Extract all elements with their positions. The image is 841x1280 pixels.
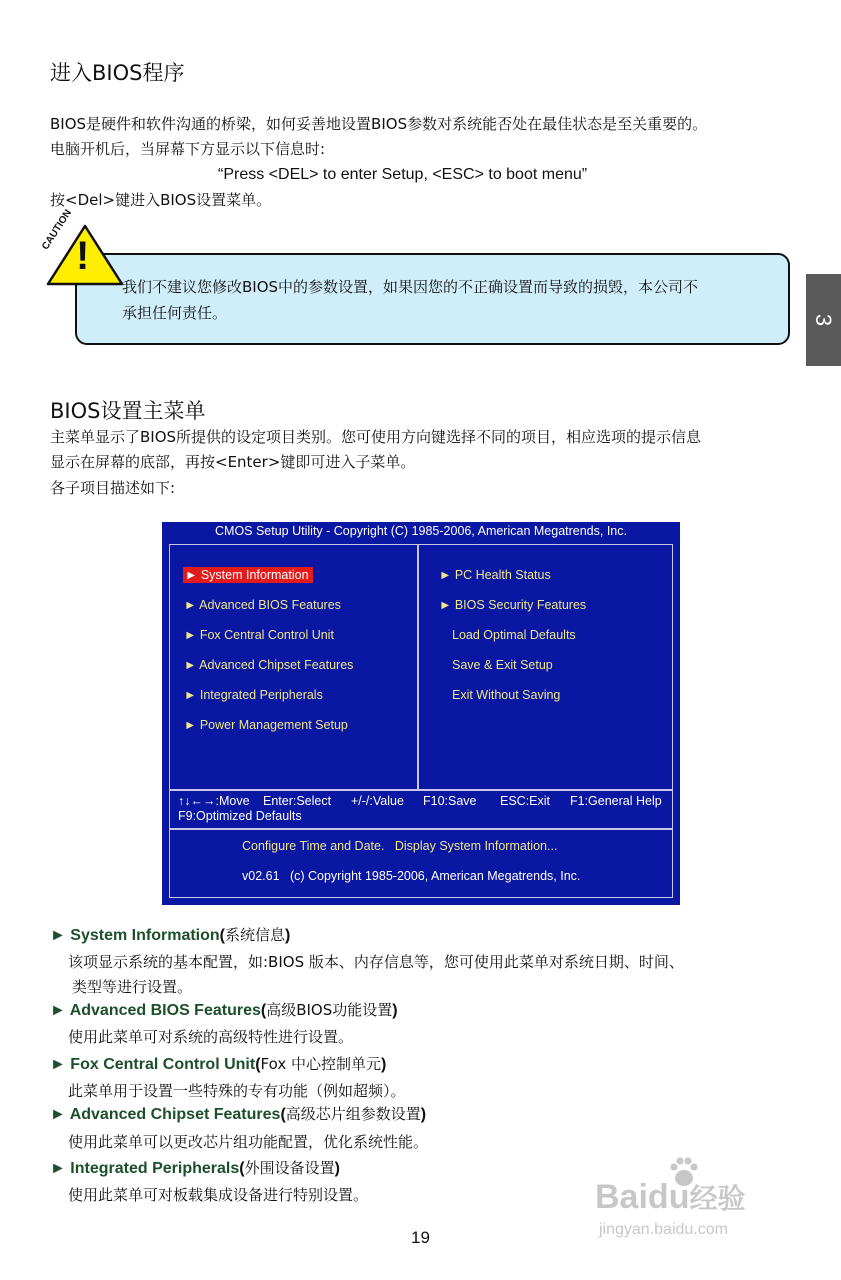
menu-item-power-management-setup[interactable]: ► Power Management Setup [184,718,348,732]
arrow-icon: ► [50,1160,66,1177]
watermark-brand: Bai [595,1178,648,1216]
item-name: Integrated Peripherals [70,1160,240,1177]
item-desc-line: 使用此菜单可对系统的高级特性进行设置。 [68,1028,354,1046]
item-name: Advanced BIOS Features [69,1002,261,1019]
key-hint-value: +/-/:Value [351,794,404,808]
item-cn-name: 外围设备设置 [244,1159,335,1177]
item-name: System Information [70,927,220,944]
key-hint-move: ↑↓←→:Move [178,794,250,808]
menu-item-bios-security-features[interactable]: ► BIOS Security Features [439,598,587,612]
item-heading [50,999,398,1020]
chapter-tab [806,274,841,366]
item-description [50,1053,406,1101]
item-cn-name: 高级芯片组参数设置 [285,1105,421,1123]
paren: ( [280,1106,286,1123]
watermark-brand: du [647,1178,690,1216]
item-desc-line: 类型等进行设置。 [72,978,193,996]
paragraph: 主菜单显示了BIOS所提供的设定项目类别。您可使用方向键选择不同的项目，相应选项的提示信息 [50,428,702,446]
item-heading [50,1157,368,1178]
item-desc-line: 使用此菜单可以更改芯片组功能配置，优化系统性能。 [68,1133,429,1151]
paren: ( [219,927,225,944]
paren: ) [420,1106,427,1123]
divider [169,828,673,830]
bios-title: CMOS Setup Utility - Copyright (C) 1985-2006, American Megatrends, Inc. [215,524,627,538]
arrow-icon: ► [50,1106,66,1123]
item-description [50,1157,368,1205]
divider [417,544,419,789]
menu-item-advanced-chipset-features[interactable]: ► Advanced Chipset Features [184,658,354,672]
menu-item-pc-health-status[interactable]: ► PC Health Status [439,568,551,582]
section-title-enter-bios: 进入BIOS程序 [50,61,185,85]
paren: ) [285,927,291,944]
paragraph: BIOS是硬件和软件沟通的桥梁，如何妥善地设置BIOS参数对系统能否处在最佳状态是至关重要的。 [50,115,708,133]
key-hint-help: F1:General Help [570,794,662,808]
paragraph: 各子项目描述如下: [50,479,176,497]
menu-item-integrated-peripherals[interactable]: ► Integrated Peripherals [184,688,323,702]
page-number: 19 [411,1228,430,1247]
menu-item-save-exit-setup[interactable]: Save & Exit Setup [452,658,553,672]
item-heading [50,1103,428,1124]
boot-message-quote: “Press <DEL> to enter Setup, <ESC> to boot menu” [218,166,588,183]
paren: ( [260,1002,267,1019]
paren: ( [239,1160,245,1177]
item-description [50,999,398,1047]
bios-help-text: Configure Time and Date. Display System Information... [242,839,558,853]
menu-item-load-optimal-defaults[interactable]: Load Optimal Defaults [452,628,576,642]
chapter-number: 3 [811,313,837,327]
paren: ( [255,1056,261,1073]
key-hint-defaults: F9:Optimized Defaults [178,809,302,823]
item-description [50,924,684,1000]
item-name: Fox Central Control Unit [70,1056,256,1073]
arrow-icon: ► [50,927,66,944]
item-cn-name: 高级BIOS功能设置 [266,1001,393,1019]
paren: ) [380,1056,387,1073]
menu-item-system-information[interactable]: ► System Information [183,567,313,583]
paragraph: 按<Del>键进入BIOS设置菜单。 [50,191,272,209]
item-desc-line: 此菜单用于设置一些特殊的专有功能（例如超频）。 [68,1082,406,1100]
key-hint-select: Enter:Select [263,794,332,808]
item-desc-line: 该项显示系统的基本配置，如:BIOS 版本、内存信息等，您可使用此菜单对系统日期、时间、 [68,953,684,971]
item-name: Advanced Chipset Features [69,1106,281,1123]
caution-label: CAUTION [40,207,75,252]
paren: ) [392,1002,398,1019]
section-title-bios-main-menu: BIOS设置主菜单 [50,399,206,423]
item-cn-name: Fox 中心控制单元 [260,1055,381,1073]
arrow-icon: ► [50,1002,66,1019]
menu-item-advanced-bios-features[interactable]: ► Advanced BIOS Features [184,598,341,612]
paren: ) [334,1160,340,1177]
item-description [50,1103,428,1152]
key-hint-exit: ESC:Exit [500,794,551,808]
bios-version: v02.61 (c) Copyright 1985-2006, American Megatrends, Inc. [242,869,581,883]
item-heading [50,924,684,945]
paragraph: 显示在屏幕的底部，再按<Enter>键即可进入子菜单。 [50,453,416,471]
menu-item-exit-without-saving[interactable]: Exit Without Saving [452,688,561,702]
watermark-brand: 经验 [689,1182,746,1215]
paragraph: 电脑开机后，当屏幕下方显示以下信息时: [50,140,326,158]
arrow-icon: ► [50,1056,66,1073]
item-cn-name: 系统信息 [224,926,285,944]
caution-text [122,274,698,326]
caution-line: 承担任何责任。 [122,304,228,322]
item-heading [50,1053,406,1074]
item-desc-line: 使用此菜单可对板载集成设备进行特别设置。 [68,1186,369,1204]
watermark-url: jingyan.baidu.com [599,1221,728,1238]
menu-item-fox-central-control-unit[interactable]: ► Fox Central Control Unit [184,628,334,642]
exclamation-mark: ! [76,234,90,278]
key-hint-save: F10:Save [423,794,477,808]
bios-screen [162,522,680,905]
divider [169,789,673,791]
caution-line: 我们不建议您修改BIOS中的参数设置，如果因您的不正确设置而导致的损毁，本公司不 [122,278,699,296]
